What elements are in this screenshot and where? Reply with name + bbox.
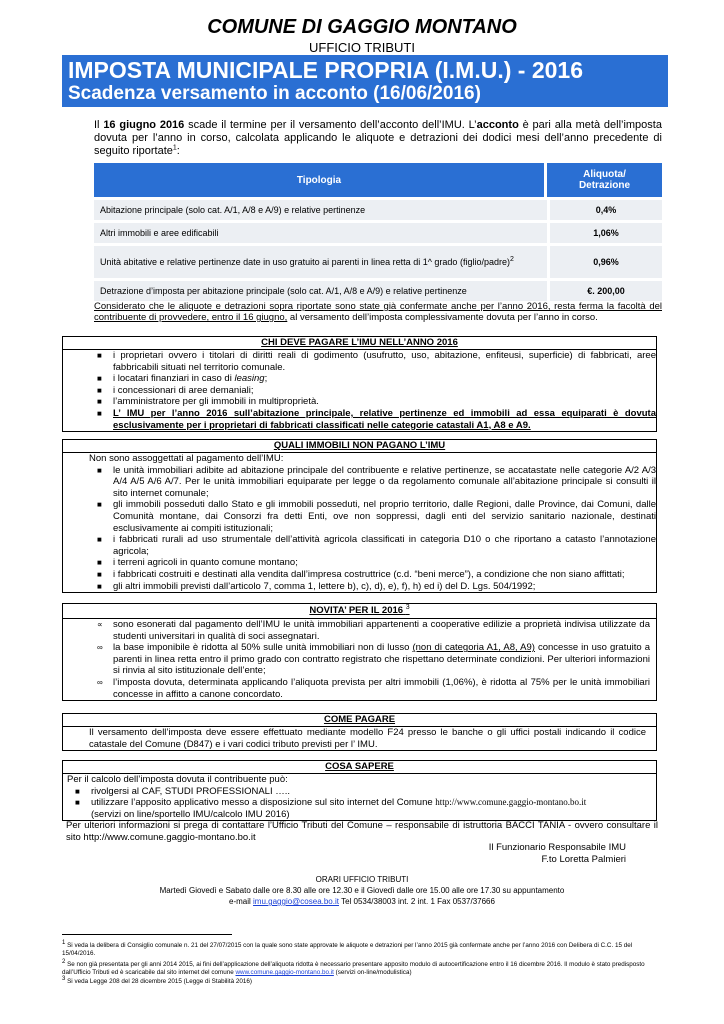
list-item xyxy=(97,676,650,700)
contact-text: Tel 0534/38003 int. 2 int. 1 Fax 0537/37666 xyxy=(338,897,495,906)
footnote-text: Si veda Legge 208 del 28 dicembre 2015 (Legge di Stabilità 2016) xyxy=(65,978,252,985)
list-item-text: rivolgersi al CAF, STUDI PROFESSIONALI ….. xyxy=(91,785,291,797)
cosa-sapere-list xyxy=(63,786,656,821)
contact-text: e-mail xyxy=(229,897,254,906)
signature-role: Il Funzionario Responsabile IMU xyxy=(488,842,626,853)
list-item-text: sono esonerati dal pagamento dell’IMU le unità immobiliari appartenenti a cooperative edilizie a proprietà indivisa utilizzate da studenti universitari in qualità di soci assegnatari. xyxy=(113,619,650,642)
section-text: Il versamento dell’imposta deve essere effettuato mediante modello F24 presso le banche o gli uffici postali indicando il codice catastale del Comune (D847) e i vari codici tributo previsti per l’ IMU. xyxy=(89,727,646,750)
bullet-icon: ■ xyxy=(97,581,102,591)
intro-paragraph xyxy=(94,119,662,158)
list-item-text: la base imponibile è ridotta al 50% sulle unità immobiliari non di lusso xyxy=(113,642,413,654)
come-pagare-box xyxy=(62,713,657,751)
footnote-3 xyxy=(62,975,662,986)
list-item-text: (servizi on line/sportello IMU/calcolo IMU 2016) xyxy=(91,808,290,820)
bullet-icon: ■ xyxy=(97,408,102,418)
acconto-word: acconto xyxy=(476,119,519,131)
rates-row xyxy=(94,246,662,278)
rates-table xyxy=(94,160,662,304)
rates-row xyxy=(94,281,662,301)
list-item-text: i concessionari di aree demaniali; xyxy=(113,384,254,396)
comune-website-link[interactable]: http://www.comune.gaggio-montano.bo.it xyxy=(435,797,587,808)
leasing-word: leasing xyxy=(234,373,265,385)
list-item xyxy=(75,797,656,820)
rates-row xyxy=(94,200,662,220)
footnote-number: 2 xyxy=(62,958,66,965)
considerato-text: al versamento dell’imposta complessivamente dovuta per l’anno in corso. xyxy=(287,312,598,323)
list-item-text: le unità immobiliari adibite ad abitazione principale del contribuente e relative pertinenze, se accatastate nelle categorie A/2 A/3 A/4 A/5 A/6 A/7. Per le unità immobiliari equiparate per legge o da regolamento comunale all’abitazione principale si consulti il sito internet comunale; xyxy=(113,464,656,499)
intro-text: scade il termine per il versamento dell’acconto dell’IMU. L’ xyxy=(184,119,477,131)
rates-header-row xyxy=(94,163,662,197)
list-item xyxy=(97,499,656,534)
section-intro: Non sono assoggettati al pagamento dell’IMU: xyxy=(89,453,284,464)
rate-value: 1,06% xyxy=(547,223,662,243)
section-intro: Per il calcolo dell’imposta dovuta il contribuente può: xyxy=(67,774,288,785)
list-item-text: l’imposta dovuta, determinata applicando l’aliquota prevista per altri immobili (1,06%), è ridotta al 75% per le unità immobiliari concesse in affitto a canone concordato. xyxy=(113,676,650,700)
contact-line xyxy=(0,896,724,907)
list-item xyxy=(97,580,656,593)
footnote-divider xyxy=(62,934,232,935)
bullet-icon: ■ xyxy=(97,385,102,395)
list-item xyxy=(97,534,656,557)
list-item-text: gli altri immobili previsti dall’articolo 7, comma 1, lettere b), c), d), e), f), h) ed i) del D. Lgs. 504/1992; xyxy=(113,580,536,592)
list-item-text: concesse in uso gratuito a parenti in linea retta entro il primo grado con contratto registrato che rispettano determinate condizioni. Per ulteriori informazioni si rinvia al sito istituzionale dell’ente; xyxy=(113,642,650,677)
document-title: IMPOSTA MUNICIPALE PROPRIA (I.M.U.) - 2016 xyxy=(68,57,583,83)
email-link[interactable]: imu.gaggio@cosea.bo.it xyxy=(253,897,339,906)
bullet-icon: ■ xyxy=(97,535,102,545)
footnote-2 xyxy=(62,958,662,977)
list-item xyxy=(97,642,650,677)
list-item-text: gli immobili posseduti dallo Stato e gli immobili posseduti, nel proprio territorio, dalle Regioni, dalle Province, dai Comuni, dalle Comunità montane, dai Consorzi fra detti Enti, ove non soppressi, dagli enti del servizio sanitario nazionale, destinati esclusivamente ai compiti istituzionali; xyxy=(113,499,656,534)
bullet-icon: ■ xyxy=(97,569,102,579)
intro-text: : xyxy=(176,145,180,157)
office-hours-title: ORARI UFFICIO TRIBUTI xyxy=(315,875,409,884)
bullet-icon: ■ xyxy=(75,798,80,808)
list-item-text: i fabbricati rurali ad uso strumentale dell’attività agricola classificati in categoria D10 o che riportano a catasto l’annotazione agricola; xyxy=(113,534,656,557)
list-item-text: ; xyxy=(264,373,268,385)
bullet-icon: ■ xyxy=(97,351,102,360)
header-aliquota-line: Aliquota/ xyxy=(583,169,626,180)
title-banner xyxy=(62,55,668,107)
rates-row xyxy=(94,223,662,243)
rate-label: Abitazione principale (solo cat. A/1, A/8 e A/9) e relative pertinenze xyxy=(94,200,547,220)
rate-label: Detrazione d’imposta per abitazione principale (solo cat. A/1, A/8 e A/9) e relative pertinenze xyxy=(94,281,547,301)
list-item xyxy=(97,619,650,642)
footnote-ref: 1 xyxy=(172,144,177,152)
bullet-icon: ∞ xyxy=(97,677,103,687)
list-item xyxy=(97,568,656,581)
novita-list xyxy=(63,619,656,700)
footnote-1 xyxy=(62,939,662,958)
rate-label: Altri immobili e aree edificabili xyxy=(94,223,547,243)
novita-box xyxy=(62,603,657,701)
chi-deve-pagare-box xyxy=(62,336,657,432)
rate-value: 0,4% xyxy=(547,200,662,220)
footnote-ref: 3 xyxy=(405,603,410,611)
section-title: CHI DEVE PAGARE L’IMU NELL’ANNO 2016 xyxy=(63,337,656,350)
list-item-text: l’amministratore per gli immobili in multiproprietà. xyxy=(113,396,319,408)
rate-value: 0,96% xyxy=(547,246,662,278)
header-aliquota xyxy=(547,163,662,197)
office-subtitle: UFFICIO TRIBUTI xyxy=(309,40,415,55)
rate-label-text: Unità abitative e relative pertinenze date in uso gratuito ai parenti in linea retta di 1^ grado (figlio/padre) xyxy=(100,256,510,267)
footnote-number: 3 xyxy=(62,975,66,982)
considerato-paragraph xyxy=(94,301,662,323)
section-title-text: NOVITA’ PER IL 2016 xyxy=(309,605,404,616)
list-item xyxy=(97,396,656,408)
office-hours xyxy=(0,874,724,907)
signature-name: F.to Loretta Palmieri xyxy=(541,854,626,865)
bullet-icon: ■ xyxy=(97,374,102,384)
quali-immobili-box xyxy=(62,439,657,593)
bullet-icon: ∝ xyxy=(97,620,103,629)
signature-block xyxy=(62,842,626,866)
rate-label xyxy=(94,246,547,278)
intro-text: Il xyxy=(94,119,104,131)
footnote-number: 1 xyxy=(62,939,66,946)
section-title: COSA SAPERE xyxy=(63,761,656,774)
payer-list xyxy=(63,350,656,431)
bullet-icon: ■ xyxy=(75,786,80,796)
footnote-ref: 2 xyxy=(509,255,514,263)
list-item-underlined: (non di categoria A1, A8, A9) xyxy=(412,642,535,654)
list-item-text: i proprietari ovvero i titolari di diritti reali di godimento (usufrutto, uso, abitazione, enfiteusi, superficie) di fabbricati, aree fabbricabili situati nel territorio comunale. xyxy=(113,350,656,373)
ulteriori-info: Per ulteriori informazioni si prega di contattare l’Ufficio Tributi del Comune – responsabile di istruttoria BACCI TANIA - ovvero consultare il sito http://www.comune.gaggio-montano.bo.it xyxy=(66,820,658,843)
list-item-text: L’ IMU per l’anno 2016 sull’abitazione principale, relative pertinenze ed immobili ad essa equiparati è dovuta esclusivamente per i proprietari di fabbricati classificati nelle categorie catastali A1, A8 e A9. xyxy=(113,407,656,431)
document-subtitle: Scadenza versamento in acconto (16/06/2016) xyxy=(68,83,481,104)
list-item xyxy=(97,464,656,500)
list-item xyxy=(75,785,656,798)
rate-value: €. 200,00 xyxy=(547,281,662,301)
bullet-icon: ■ xyxy=(97,397,102,407)
list-item-text: utilizzare l’apposito applicativo messo a disposizione sul sito internet del Comune xyxy=(91,797,436,809)
comune-title: COMUNE DI GAGGIO MONTANO xyxy=(207,16,517,38)
header-tipologia: Tipologia xyxy=(94,163,547,197)
list-item-text: i terreni agricoli in quanto comune montano; xyxy=(113,557,298,569)
office-hours-text: Martedì Giovedì e Sabato dalle ore 8.30 alle ore 12.30 e il Giovedì dalle ore 15.00 alle ore 17.30 su appuntamento xyxy=(159,886,565,895)
list-item xyxy=(97,373,656,385)
bullet-icon: ■ xyxy=(97,465,102,475)
exempt-list xyxy=(63,465,656,593)
section-title: COME PAGARE xyxy=(63,714,656,727)
section-title xyxy=(63,604,656,619)
bullet-icon: ■ xyxy=(97,500,102,510)
list-item xyxy=(97,557,656,569)
footnote-text: (servizi on-line/modulistica) xyxy=(333,969,412,976)
footnote-text: Se non già presentata per gli anni 2014 2015, ai fini dell’applicazione dell’aliquota ridotta è necessario presentare apposito modulo di autocertificazione entro il 16 dicembre 2016. Il modulo è stato predisposto dall’Ufficio Tributi ed è scaricabile dal sito internet del comune xyxy=(62,961,645,976)
cosa-sapere-box xyxy=(62,760,657,821)
list-item xyxy=(97,384,656,397)
header-aliquota-line: Detrazione xyxy=(578,180,631,191)
section-title: QUALI IMMOBILI NON PAGANO L’IMU xyxy=(63,440,656,453)
footnote-text: Si veda la delibera di Consiglio comunale n. 21 del 27/07/2015 con la quale sono state approvate le aliquote e detrazioni per l’anno 2015 già confermate anche per l’anno 2016 con Delibera di C.C. 15 del 15/04/2016. xyxy=(62,942,633,957)
bullet-icon: ■ xyxy=(97,558,102,568)
footnote-link[interactable]: www.comune.gaggio-montano.bo.it xyxy=(235,969,334,976)
bullet-icon: ∞ xyxy=(97,643,103,653)
intro-text: è pari alla metà dell’imposta dovuta per l’anno in corso, calcolata applicando le aliquote e detrazioni dei dodici mesi dell’anno precedente di seguito riportate xyxy=(94,119,662,157)
list-item xyxy=(97,407,656,431)
list-item-text: i fabbricati costruiti e destinati alla vendita dall’impresa costruttrice (c.d. “beni merce”), a condizione che non siano affittati; xyxy=(113,568,625,580)
considerato-underlined: Considerato che le aliquote e detrazioni sopra riportate sono state già confermate anche per l’anno 2016, resta ferma la facoltà del contribuente di provvedere, entro il 16 giugno, xyxy=(94,301,662,323)
list-item-text: i locatari finanziari in caso di xyxy=(113,373,235,385)
due-date: 16 giugno 2016 xyxy=(103,119,185,131)
list-item xyxy=(97,350,656,373)
